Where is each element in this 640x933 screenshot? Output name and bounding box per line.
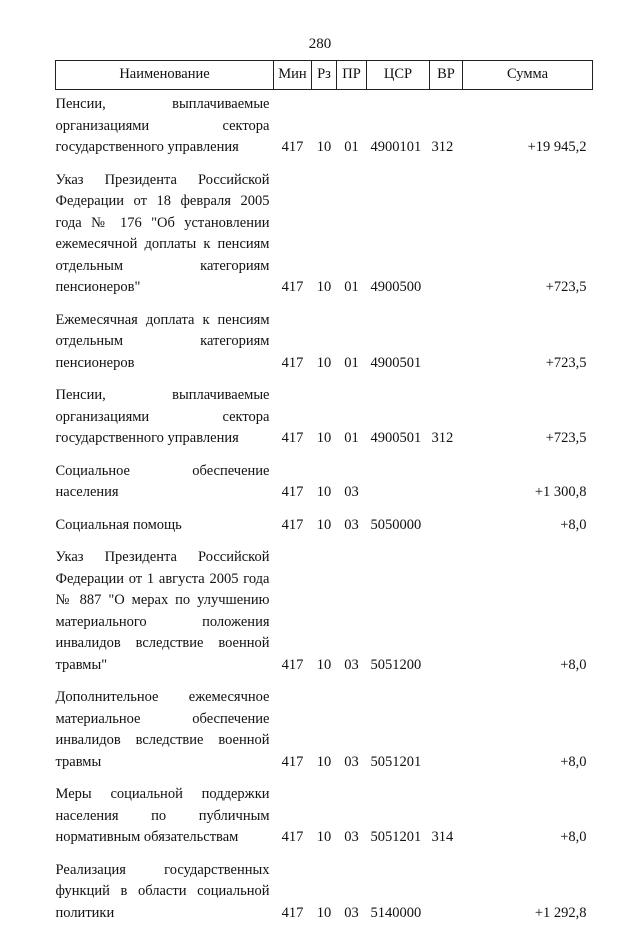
row-name-text: Меры социальной поддержки населения по публичным нормативным обязательствам (56, 784, 270, 849)
row-pr: 03 (337, 545, 367, 685)
row-vr (430, 858, 463, 933)
row-name (56, 545, 274, 685)
row-name-text: Социальное обеспечение населения (56, 461, 270, 504)
row-sum: +8,0 (463, 545, 593, 685)
row-csr: 4900501 (367, 383, 430, 459)
row-csr: 5051200 (367, 545, 430, 685)
row-pr: 03 (337, 459, 367, 513)
row-min: 417 (274, 383, 312, 459)
row-csr: 5140000 (367, 858, 430, 933)
row-sum: +723,5 (463, 308, 593, 384)
row-pr: 01 (337, 90, 367, 168)
row-pr: 01 (337, 308, 367, 384)
table-row (56, 90, 593, 168)
header-csr: ЦСР (367, 61, 430, 90)
row-rz: 10 (312, 513, 337, 546)
row-vr (430, 308, 463, 384)
table-body (56, 90, 593, 933)
row-vr (430, 513, 463, 546)
row-name (56, 459, 274, 513)
row-sum: +19 945,2 (463, 90, 593, 168)
row-min: 417 (274, 782, 312, 858)
row-pr: 03 (337, 513, 367, 546)
row-name (56, 858, 274, 933)
row-rz: 10 (312, 858, 337, 933)
row-vr: 314 (430, 782, 463, 858)
table-row (56, 459, 593, 513)
header-sum: Сумма (463, 61, 593, 90)
table-row (56, 545, 593, 685)
row-pr: 01 (337, 383, 367, 459)
row-min: 417 (274, 513, 312, 546)
row-name-text: Пенсии, выплачиваемые организациями сектора государственного управления (56, 94, 270, 159)
row-min: 417 (274, 858, 312, 933)
row-csr: 5050000 (367, 513, 430, 546)
row-name (56, 383, 274, 459)
row-vr (430, 685, 463, 782)
row-rz: 10 (312, 782, 337, 858)
row-sum: +1 300,8 (463, 459, 593, 513)
table-row (56, 513, 593, 546)
row-sum: +1 292,8 (463, 858, 593, 933)
row-csr: 4900101 (367, 90, 430, 168)
row-name-text: Дополнительное ежемесячное материальное обеспечение инвалидов вследствие военной травмы (56, 687, 270, 773)
table-row (56, 168, 593, 308)
row-name-text: Социальная помощь (56, 515, 270, 537)
row-rz: 10 (312, 383, 337, 459)
row-vr: 312 (430, 383, 463, 459)
row-csr: 5051201 (367, 782, 430, 858)
row-min: 417 (274, 308, 312, 384)
row-csr: 5051201 (367, 685, 430, 782)
row-name (56, 90, 274, 168)
row-rz: 10 (312, 90, 337, 168)
row-sum: +8,0 (463, 513, 593, 546)
table-row (56, 308, 593, 384)
header-vr: ВР (430, 61, 463, 90)
row-name (56, 782, 274, 858)
row-name-text: Указ Президента Российской Федерации от 18 февраля 2005 года № 176 "Об установлении ежемесячной доплаты к пенсиям отдельным категориям пенсионеров" (56, 170, 270, 299)
row-sum: +723,5 (463, 383, 593, 459)
row-sum: +723,5 (463, 168, 593, 308)
row-vr (430, 459, 463, 513)
row-vr (430, 545, 463, 685)
row-rz: 10 (312, 459, 337, 513)
table-header-row (56, 61, 593, 90)
table-row (56, 782, 593, 858)
row-pr: 03 (337, 685, 367, 782)
row-name (56, 513, 274, 546)
row-pr: 03 (337, 782, 367, 858)
row-csr: 4900500 (367, 168, 430, 308)
row-min: 417 (274, 545, 312, 685)
row-rz: 10 (312, 308, 337, 384)
row-min: 417 (274, 459, 312, 513)
row-name-text: Указ Президента Российской Федерации от 1 августа 2005 года № 887 "О мерах по улучшению материального положения инвалидов вследствие военной травмы" (56, 547, 270, 676)
row-name-text: Ежемесячная доплата к пенсиям отдельным категориям пенсионеров (56, 310, 270, 375)
row-name (56, 685, 274, 782)
page-number: 280 (0, 36, 640, 53)
row-name (56, 168, 274, 308)
header-name: Наименование (56, 61, 274, 90)
row-vr: 312 (430, 90, 463, 168)
row-pr: 03 (337, 858, 367, 933)
row-sum: +8,0 (463, 782, 593, 858)
row-rz: 10 (312, 685, 337, 782)
row-vr (430, 168, 463, 308)
row-name (56, 308, 274, 384)
budget-table (55, 60, 593, 933)
row-min: 417 (274, 168, 312, 308)
row-rz: 10 (312, 168, 337, 308)
header-rz: Рз (312, 61, 337, 90)
row-name-text: Реализация государственных функций в области социальной политики (56, 860, 270, 925)
row-csr (367, 459, 430, 513)
table-row (56, 685, 593, 782)
row-rz: 10 (312, 545, 337, 685)
table-row (56, 383, 593, 459)
header-pr: ПР (337, 61, 367, 90)
row-min: 417 (274, 90, 312, 168)
row-csr: 4900501 (367, 308, 430, 384)
row-name-text: Пенсии, выплачиваемые организациями сектора государственного управления (56, 385, 270, 450)
row-sum: +8,0 (463, 685, 593, 782)
row-min: 417 (274, 685, 312, 782)
header-min: Мин (274, 61, 312, 90)
table-row (56, 858, 593, 933)
row-pr: 01 (337, 168, 367, 308)
